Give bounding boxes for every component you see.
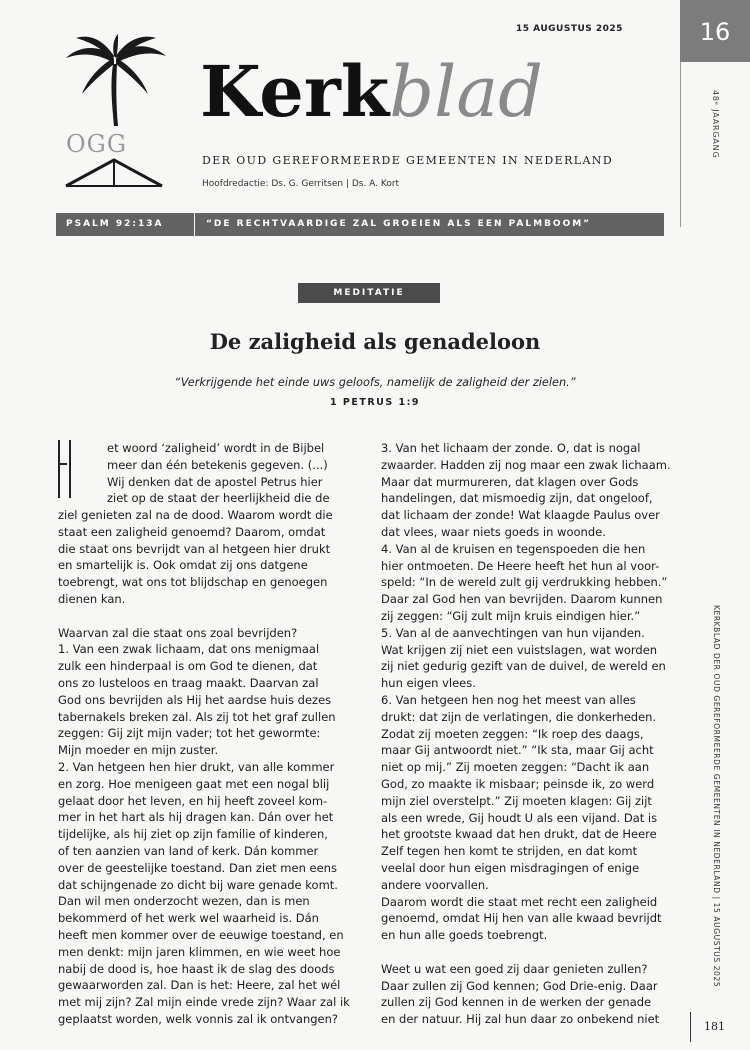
quote-reference: 1 PETRUS 1:9 (329, 397, 421, 408)
palm-tree-logo-icon (58, 34, 174, 194)
logo-text: OGG (66, 130, 128, 158)
masthead-subtitle: DER OUD GEREFORMEERDE GEMEENTEN IN NEDERLAND (202, 154, 614, 167)
column-right (381, 440, 681, 1028)
running-footer: KERKBLAD DER OUD GEREFORMEERDE GEMEENTEN IN NEDERLAND | 15 AUGUSTUS 2025 (712, 605, 721, 988)
side-divider (680, 62, 681, 227)
article-title: De zaligheid als genadeloon (209, 329, 541, 354)
scripture-band (56, 213, 664, 236)
paragraph: Weet u wat een goed zij daar genieten zullen? Daar zullen zij God kennen; God Drie-enig. Daar zullen zij God kennen in de werken der genade en der natuur. Hij zal hun daar zo onbekend niet (381, 961, 660, 1027)
masthead-part-b: blad (389, 51, 543, 133)
band-separator (194, 213, 195, 236)
issue-date: 15 AUGUSTUS 2025 (516, 24, 623, 34)
section-label: MEDITATIE (298, 283, 440, 303)
page-rule (690, 1012, 691, 1042)
paragraph: 3. Van het lichaam der zonde. O, dat is nogal zwaarder. Hadden zij nog maar een zwak lichaam. Maar dat murmureren, dat klagen over Gods handelingen, dat mismoedig zijn, dat ongeloof, dat lichaam der zonde! Wat klaagde Paulus over dat vlees, waar niets goeds in woonde. 4. Van al de kruisen en tegenspoeden die hen hier ontmoeten. De Heere heeft het hun al voor- speld: “In de wereld zult gij verdrukking hebben.” Daar zal God hen van bevrijden. Daarom kunnen zij zeggen: “Gij zult mijn kruis eindigen hier.” 5. Van al de aanvechtingen van hun vijanden. Wat krijgen zij niet een vuistslagen, wat worden zij niet gedurig gezift van de duivel, de wereld en hun eigen vlees. 6. Van hetgeen hen nog het meest van alles drukt: dat zijn de verlatingen, die donkerheden. Zodat zij moeten zeggen: “Ik roep des daags, maar Gij antwoordt niet.” “Ik sta, maar Gij acht niet op mij.” Zij moeten zeggen: “Dacht ik aan God, zo maakte ik misbaar; peinsde ik, zo werd mijn ziel overstelpt.” Zij moeten klagen: Gij zijt als een wrede, Gij houdt U als een vijand. Dat is het grootste kwaad dat hen drukt, dat de Heere Zelf tegen hen komt te strijden, en dat komt veelal door hun eigen misdragingen of enige andere voorvallen. Daarom wordt die staat met recht een zaligheid genoemd, omdat Hij hen van alle kwaad bevrijdt en hun alle goeds toebrengt. (381, 441, 671, 943)
column-left (58, 507, 358, 1028)
paragraph: Waarvan zal die staat ons zoal bevrijden? 1. Van een zwak lichaam, dat ons menigmaal zulk een hinderpaal is om God te dienen, dat ons zo lusteloos en traag maakt. Daarvan zal God ons bevrijden als Hij het aardse huis dezes tabernakels breken zal. Als zij tot het graf zullen zeggen: Gij zijt mijn vader; tot het gewormte: Mijn moeder en mijn zuster. 2. Van hetgeen hen hier drukt, van alle kommer en zorg. Hoe menigeen gaat met een nogal blij gelaat door het leven, en hij heeft zoveel kom- mer in het hart als hij dragen kan. Dán over het tijdelijke, als hij ziet op zijn familie of kinderen, of ten aanzien van land of kerk. Dán kommer over de geestelijke toestand. Dan ziet men eens dat schijngenade zo dicht bij ware genade komt. Dan wil men onderzocht wezen, dan is men bekommerd of het werk wel waarheid is. Dán heeft men kommer over de eeuwige toestand, en men denkt: mijn jaren klimmen, en wie weet hoe nabij de dood is, hoe haast ik de slag des doods gewaarworden zal. Dan is het: Heere, zal het wél met mij zijn? Zal mijn einde vrede zijn? Waar zal ik geplaatst worden, welk vonnis zal ik ontvangen? (58, 625, 350, 1026)
article-lead: et woord ‘zaligheid’ wordt in de Bijbel meer dan één betekenis gegeven. (...) Wij denken dat de apostel Petrus hier ziet op de staat der heerlijkheid die de (107, 441, 330, 506)
band-text: “DE RECHTVAARDIGE ZAL GROEIEN ALS EEN PALMBOOM” (206, 219, 592, 229)
paragraph: ziel genieten zal na de dood. Waarom wordt die staat een zaligheid genoemd? Daarom, omdat die staat ons bevrijdt van al hetgeen hier drukt en smartelijk is. Ook omdat zij ons datgene toebrengt, wat ons tot blijdschap en genoegen dienen kan. (58, 508, 333, 606)
page-number: 181 (704, 1020, 725, 1033)
drop-cap-h (58, 440, 71, 498)
editors-line: Hoofdredactie: Ds. G. Gerritsen | Ds. A. Kort (202, 179, 400, 189)
masthead-title (200, 52, 543, 132)
volume-year: 48ᵉ JAARGANG (711, 90, 720, 159)
article-quote: “Verkrijgende het einde uws geloofs, namelijk de zaligheid der zielen.” (174, 376, 576, 389)
issue-number: 16 (680, 0, 750, 62)
masthead-part-a: Kerk (200, 50, 390, 133)
band-reference: PSALM 92:13A (66, 219, 164, 229)
drop-cap-bar (58, 463, 67, 465)
